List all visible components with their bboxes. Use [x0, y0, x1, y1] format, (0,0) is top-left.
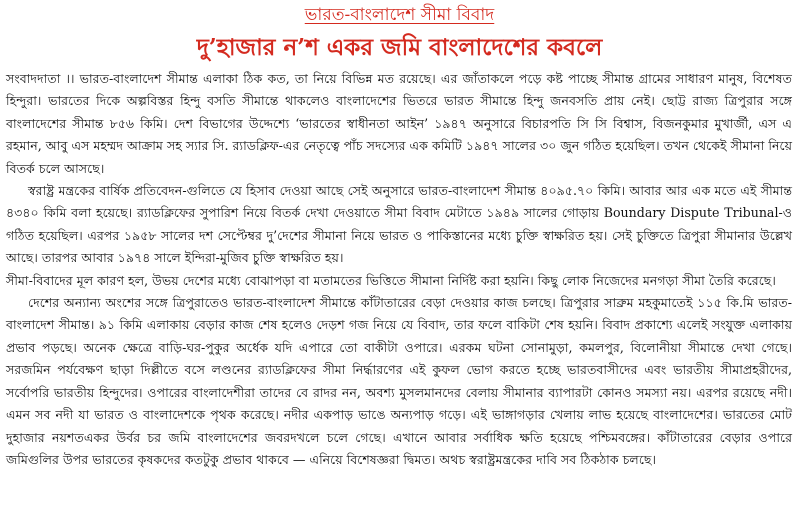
paragraph-3: সীমা-বিবাদের মূল কারণ হল, উভয় দেশের মধ্যে বোঝাপড়া বা মতামতের ভিত্তিতে সীমানা নির্দিষ্ট করা হয়নি। কিছু লোক নিজেদের মনগড়া সীমা তৈরি করেছে। [6, 272, 776, 288]
paragraph-4: দেশের অন্যান্য অংশের সঙ্গে ত্রিপুরাতেও ভারত-বাংলাদেশ সীমান্তে কাঁটাতারের বেড়া দেওয়ার কাজ চলছে। ত্রিপুরার সাব্রুম মহকুমাতেই ১১৫ কি.মি ভারত-বাংলাদেশ সীমান্ত। ৯১ কিমি এলাকায় বেড়ার কাজ শেষ হলেও দেড়শ গজ নিয়ে যে বিবাদ, তার ফলে বাকিটা শেষ হয়নি। বিবাদ প্রকাশ্যে এলেই সংযুক্ত এলাকায় প্রভাব পড়ছে। অনেক ক্ষেত্রে বাড়ি-ঘর-পুকুর অর্ধেক যদি এপারে তো বাকীটা ওপারে। এরকম ঘটনা সোনামুড়া, কমলপুর, বিলোনীয়া সীমান্তে দেখা গেছে। সরজমিন পর্যবেক্ষণ ছাড়া দিল্লীতে বসে লণ্ডনের র‍্যাডক্লিফের সীমা নির্দ্ধারণের এই কুফল ভোগ করতে হচ্ছে ভারতবাসীদের এবং ভারতীয় সীমাপ্রহরীদের, সর্বোপরি ভারতীয় হিন্দুদের। ওপারের বাংলাদেশীরা তাদের বে রাদর নন, অবশ্য মুসলমানদের বেলায় সীমানার ব্যাপারটা কোনও সমস্যা নয়। এরপর রয়েছে নদী। এমন সব নদী যা ভারত ও বাংলাদেশকে পৃথক করেছে। নদীর একপাড় ভাঙে অন্যপাড় গড়ে। এই ভাঙ্গাগড়ার খেলায় লাভ হয়েছে বাংলাদেশের। ভারতের মোট দুহাজার নয়শতএকর উর্বর চর জমি বাংলাদেশের জবরদখলে চলে গেছে। এখানে আবার সর্বাধিক ক্ষতি হয়েছে পশ্চিমবঙ্গের। কাঁটাতারের বেড়ার ওপারে জমিগুলির উপর ভারতের কৃষকদের কতটুকু প্রভাব থাকবে — এনিয়ে বিশেষজ্ঞরা দ্বিমত। অথচ স্বরাষ্ট্রমন্ত্রকের দাবি সব ঠিকঠাক চলছে। [6, 295, 792, 467]
article-body [6, 68, 792, 471]
paragraph-1: সংবাদদাতা ।। ভারত-বাংলাদেশ সীমান্ত এলাকা ঠিক কত, তা নিয়ে বিভিন্ন মত রয়েছে। এর জাঁতাকলে পড়ে কষ্ট পাচ্ছে সীমান্ত গ্রামের সাধারণ মানুষ, বিশেষত হিন্দুরা। ভারতের দিকে অল্পবিস্তর হিন্দু বসতি সীমান্তে থাকলেও বাংলাদেশের ভিতরে ভারত সীমান্তে হিন্দু জনবসতি প্রায় নেই। ছোট্ট রাজ্য ত্রিপুরার সঙ্গে বাংলাদেশের সীমান্ত ৮৫৬ কিমি। দেশ বিভাগের উদ্দেশ্যে ‘ভারতের স্বাধীনতা আইন’ ১৯৪৭ অনুসারে বিচারপতি সি সি বিশ্বাস, বিজনকুমার মুখার্জী, এস এ রহমান, আবু এস মহম্মদ আক্রাম সহ স্যার সি. র‍্যাডক্লিফ-এর নেতৃত্বে পাঁচ সদস্যের এক কমিটি ১৯৪৭ সালের ৩০ জুন গঠিত হয়েছিল। তখন থেকেই সীমানা নিয়ে বিতর্ক চলে আসছে। [6, 71, 792, 176]
article-kicker [0, 4, 799, 26]
article-headline: দু’হাজার ন’শ একর জমি বাংলাদেশের কবলে [196, 34, 603, 61]
kicker-text: ভারত-বাংলাদেশ সীমা বিবাদ [304, 5, 495, 25]
paragraph-2: স্বরাষ্ট্র মন্ত্রকের বার্ষিক প্রতিবেদন-গুলিতে যে হিসাব দেওয়া আছে সেই অনুসারে ভারত-বাংলাদেশ সীমান্ত ৪০৯৫.৭০ কিমি। আবার আর এক মতে এই সীমান্ত ৪৩৪০ কিমি বলা হয়েছে। র‍্যাডক্লিফের সুপারিশ নিয়ে বিতর্ক দেখা দেওয়াতে সীমা বিবাদ মেটাতে ১৯৪৯ সালের গোড়ায় Boundary Dispute Tribunal-ও গঠিত হয়েছিল। এরপর ১৯৫৮ সালের দশ সেপ্টেম্বর দু’দেশের সীমানা নিয়ে ভারত ও পাকিস্তানের মধ্যে চুক্তি স্বাক্ষরিত হয়। সেই চুক্তিতে ত্রিপুরা সীমানার উল্লেখ আছে। তারপর আবার ১৯৭৪ সালে ইন্দিরা-মুজিব চুক্তি স্বাক্ষরিত হয়। [6, 183, 792, 266]
